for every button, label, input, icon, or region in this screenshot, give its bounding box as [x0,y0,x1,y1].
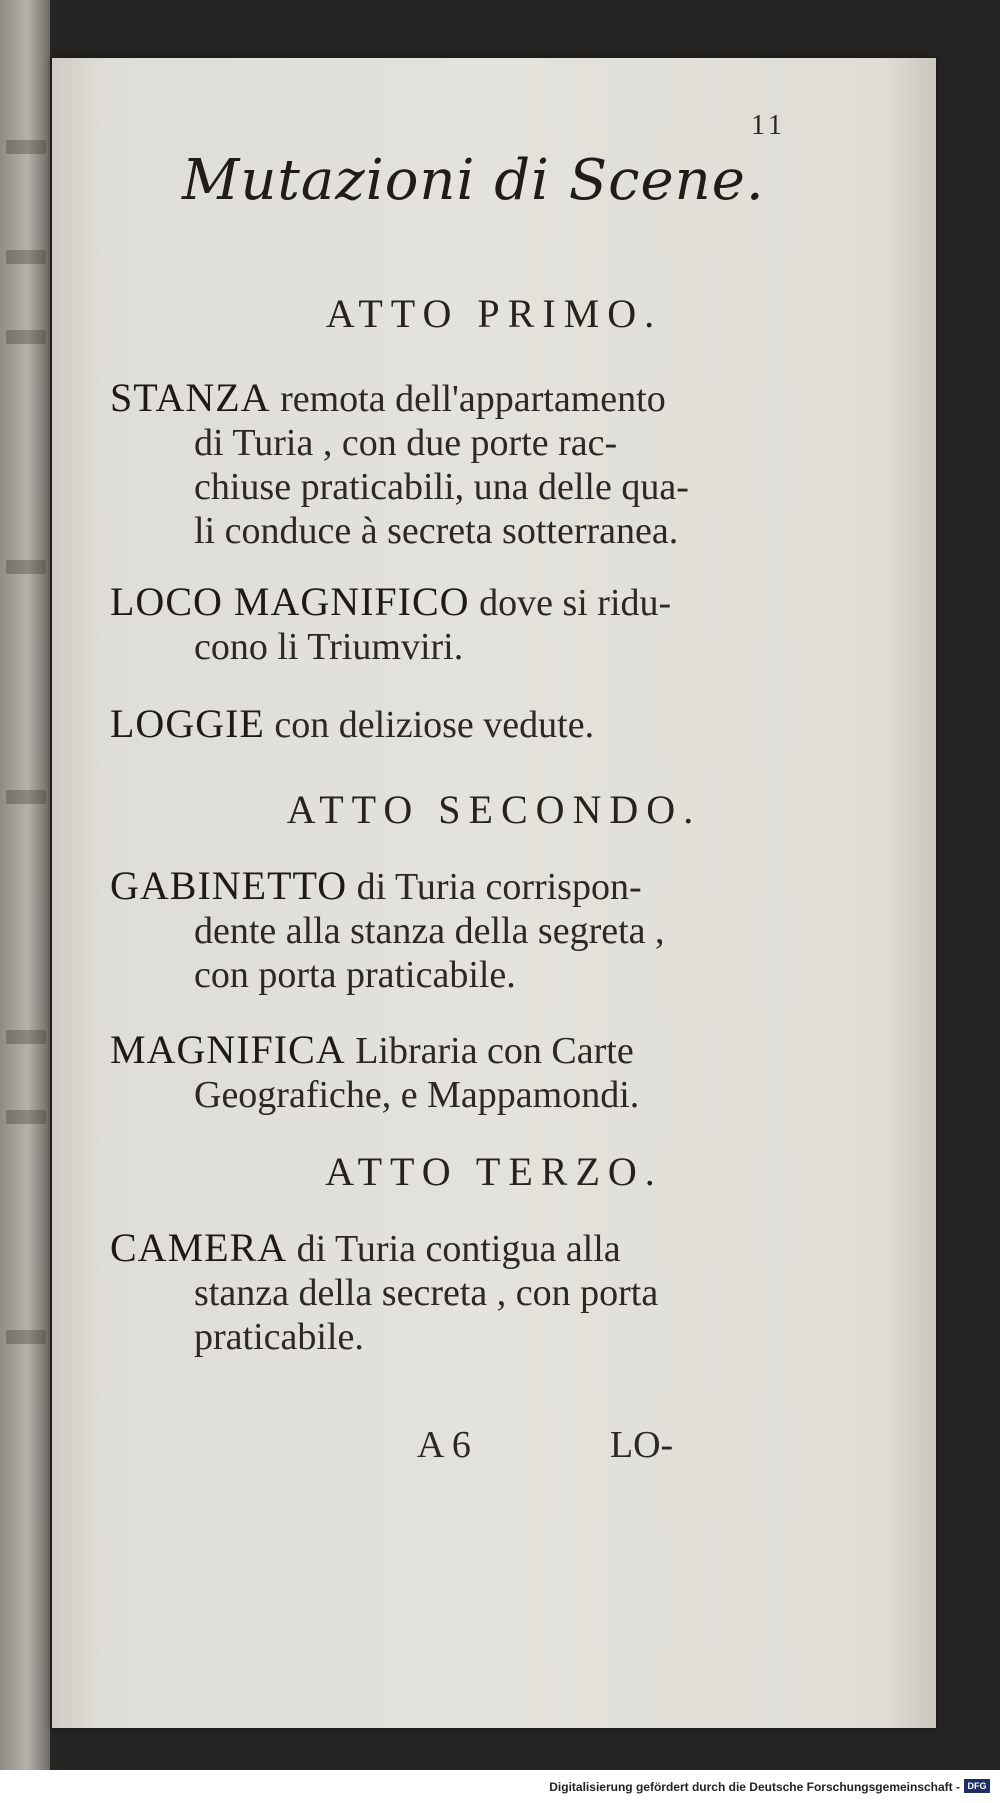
scene-text: di Turia , con due porte rac- [194,422,618,464]
scene-text: stanza della secreta , con porta [194,1272,659,1314]
scene-text: li conduce à secreta sotterranea. [194,510,679,552]
scene-text: dente alla stanza della segreta , [194,910,665,952]
scene-entry [110,1028,846,1117]
scene-text: chiuse praticabili, una delle qua- [194,466,689,508]
scene-text: cono li Triumviri. [194,626,464,668]
catchword: LO- [609,1424,674,1466]
bleed-mark [6,1030,46,1044]
scene-text: praticabile. [194,1316,364,1358]
book-page [52,58,936,1728]
scene-text: Geografiche, e Mappamondi. [194,1074,640,1116]
scene-text: di Turia contigua alla [287,1228,621,1270]
scene-entry [110,702,846,747]
bleed-mark [6,330,46,344]
scene-lead: LOCO MAGNIFICO [110,579,470,624]
act-heading: ATTO PRIMO. [325,291,663,336]
dfg-logo-icon: DFG [964,1779,990,1793]
page-title: Mutazioni di Scene. [182,148,765,213]
bleed-mark [6,1330,46,1344]
scene-lead: CAMERA [110,1225,288,1270]
scene-lead: MAGNIFICA [110,1027,346,1072]
scene-text: remota dell'appartamento [270,378,666,420]
scene-entry [110,864,846,997]
scene-text: Libraria con Carte [345,1030,634,1072]
bleed-mark [6,560,46,574]
bleed-mark [6,790,46,804]
scene-lead: GABINETTO [110,863,348,908]
scene-text: con porta praticabile. [194,954,516,996]
scene-text: di Turia corrispon- [347,866,642,908]
bleed-mark [6,250,46,264]
scene-text: con deliziose vedute. [264,704,595,746]
scene-text: dove si ridu- [469,582,672,624]
scene-lead: STANZA [110,375,271,420]
scene-lead: LOGGIE [110,701,265,746]
signature-mark: A 6 [417,1424,471,1466]
scene-entry [110,580,846,669]
act-heading: ATTO SECONDO. [286,787,702,832]
adjacent-page-edge [0,0,50,1770]
signature-line [417,1423,673,1467]
act-heading: ATTO TERZO. [325,1149,663,1194]
digitization-footer [0,1770,1000,1803]
footer-credit: Digitalisierung gefördert durch die Deutsche Forschungsgemeinschaft - [549,1780,960,1794]
bleed-mark [6,1110,46,1124]
scene-entry [110,1226,846,1359]
scene-entry [110,376,846,553]
page-number: 11 [751,110,786,141]
bleed-mark [6,140,46,154]
